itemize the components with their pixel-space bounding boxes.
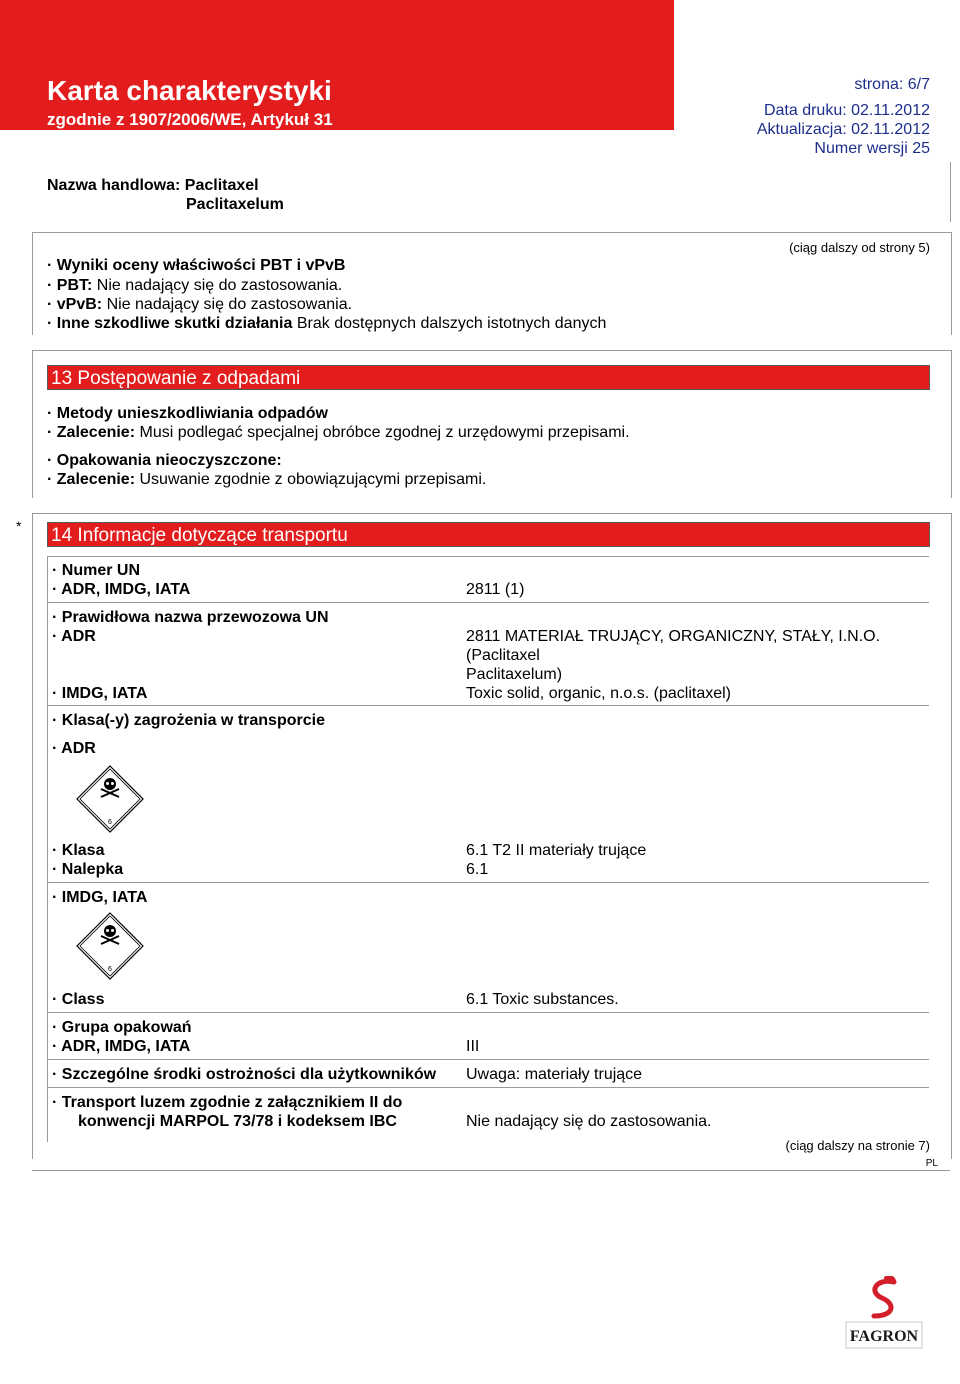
separator <box>47 705 929 706</box>
vpvb-value: Nie nadający się do zastosowania. <box>106 296 353 313</box>
packaging-recommendation-value: Usuwanie zgodnie z obowiązującymi przepisami. <box>139 471 487 488</box>
uncleaned-packaging: · Opakowania nieoczyszczone: <box>47 452 282 469</box>
language-code: PL <box>925 1158 938 1169</box>
pbt-value: Nie nadający się do zastosowania. <box>96 277 343 294</box>
packing-group-label: · Grupa opakowań <box>52 1019 192 1036</box>
section14-heading: 14 Informacje dotyczące transportu <box>47 522 930 547</box>
packaging-recommendation-line <box>47 470 486 489</box>
separator <box>47 882 929 883</box>
un-number-label: · Numer UN <box>52 562 141 579</box>
separator <box>47 1059 929 1060</box>
page-number: strona: 6/7 <box>854 76 930 93</box>
special-precautions-value: Uwaga: materiały trujące <box>466 1066 643 1083</box>
separator <box>47 602 929 603</box>
un-number-modes: · ADR, IMDG, IATA <box>52 581 191 598</box>
pictogram-class-number: 6 <box>108 819 112 826</box>
section14-left-rule <box>47 556 48 1142</box>
class-en-label: · Class <box>52 991 105 1008</box>
nalepka-value: 6.1 <box>466 861 489 878</box>
version-number: Numer wersji 25 <box>814 140 930 157</box>
recommendation-label: · Zalecenie: <box>47 424 136 441</box>
separator <box>47 556 929 557</box>
marpol-value: Nie nadający się do zastosowania. <box>466 1113 712 1130</box>
revision-marker: * <box>16 518 22 534</box>
vpvb-label: · vPvB: <box>47 296 103 313</box>
un-number-value: 2811 (1) <box>466 581 525 598</box>
toxic-pictogram-adr <box>76 765 144 833</box>
separator <box>47 1087 929 1088</box>
special-precautions-label: · Szczególne środki ostrożności dla użytkowników <box>52 1066 437 1083</box>
footer-rule <box>32 1170 950 1171</box>
marpol-label: · Transport luzem zgodnie z załącznikiem II do <box>52 1094 403 1111</box>
toxic-pictogram-imdg <box>76 912 144 980</box>
pictogram-class-number: 6 <box>108 966 112 973</box>
shipping-name-label: · Prawidłowa nazwa przewozowa UN <box>52 609 329 626</box>
trade-name: Nazwa handlowa: Paclitaxel <box>47 177 259 194</box>
hazard-class-imdg: · IMDG, IATA <box>52 889 148 906</box>
fagron-logo <box>838 1276 930 1354</box>
pbt-label: · PBT: <box>47 277 93 294</box>
hazard-class-adr: · ADR <box>52 740 96 757</box>
recommendation-value: Musi podlegać specjalnej obróbce zgodnej z urzędowymi przepisami. <box>139 424 630 441</box>
trade-name-line2: Paclitaxelum <box>186 196 284 213</box>
other-effects-label: · Inne szkodliwe skutki działania <box>47 315 293 332</box>
shipping-name-adr-label: · ADR <box>52 628 96 645</box>
other-effects-value: Brak dostępnych dalszych istotnych danych <box>296 315 607 332</box>
document-title: Karta charakterystyki <box>47 75 332 106</box>
packaging-recommendation-label: · Zalecenie: <box>47 471 136 488</box>
update-date: Aktualizacja: 02.11.2012 <box>756 121 930 138</box>
shipping-name-adr-value: 2811 MATERIAŁ TRUJĄCY, ORGANICZNY, STAŁY, I.N.O. <box>466 628 881 645</box>
marpol-label-2: konwencji MARPOL 73/78 i kodeksem IBC <box>78 1113 397 1130</box>
disposal-methods: · Metody unieszkodliwiania odpadów <box>47 405 328 422</box>
hazard-class-label: · Klasa(-y) zagrożenia w transporcie <box>52 712 325 729</box>
packing-group-value: III <box>466 1038 480 1055</box>
continued-from: (ciąg dalszy od strony 5) <box>789 240 930 255</box>
section13-heading: 13 Postępowanie z odpadami <box>47 365 930 390</box>
shipping-name-imdg-label: · IMDG, IATA <box>52 685 148 702</box>
shipping-name-imdg-value: Toxic solid, organic, n.o.s. (paclitaxel) <box>466 685 731 702</box>
document-subtitle: zgodnie z 1907/2006/WE, Artykuł 31 <box>47 110 333 129</box>
logo-wordmark: FAGRON <box>849 1328 919 1345</box>
klasa-label: · Klasa <box>52 842 105 859</box>
klasa-value: 6.1 T2 II materiały trujące <box>466 842 647 859</box>
pbt-line <box>47 276 342 295</box>
separator <box>47 1012 929 1013</box>
packing-group-modes: · ADR, IMDG, IATA <box>52 1038 191 1055</box>
trade-name-rule <box>950 162 951 222</box>
pbt-heading: · Wyniki oceny właściwości PBT i vPvB <box>47 257 346 274</box>
shipping-name-adr-value-3: Paclitaxelum) <box>466 666 563 683</box>
nalepka-label: · Nalepka <box>52 861 124 878</box>
disposal-recommendation-line <box>47 423 630 442</box>
continued-on: (ciąg dalszy na stronie 7) <box>785 1138 930 1153</box>
print-date: Data druku: 02.11.2012 <box>763 102 930 119</box>
shipping-name-adr-value-2: (Paclitaxel <box>466 647 540 664</box>
vpvb-line <box>47 295 352 314</box>
class-en-value: 6.1 Toxic substances. <box>466 991 619 1008</box>
other-effects-line <box>47 314 606 333</box>
